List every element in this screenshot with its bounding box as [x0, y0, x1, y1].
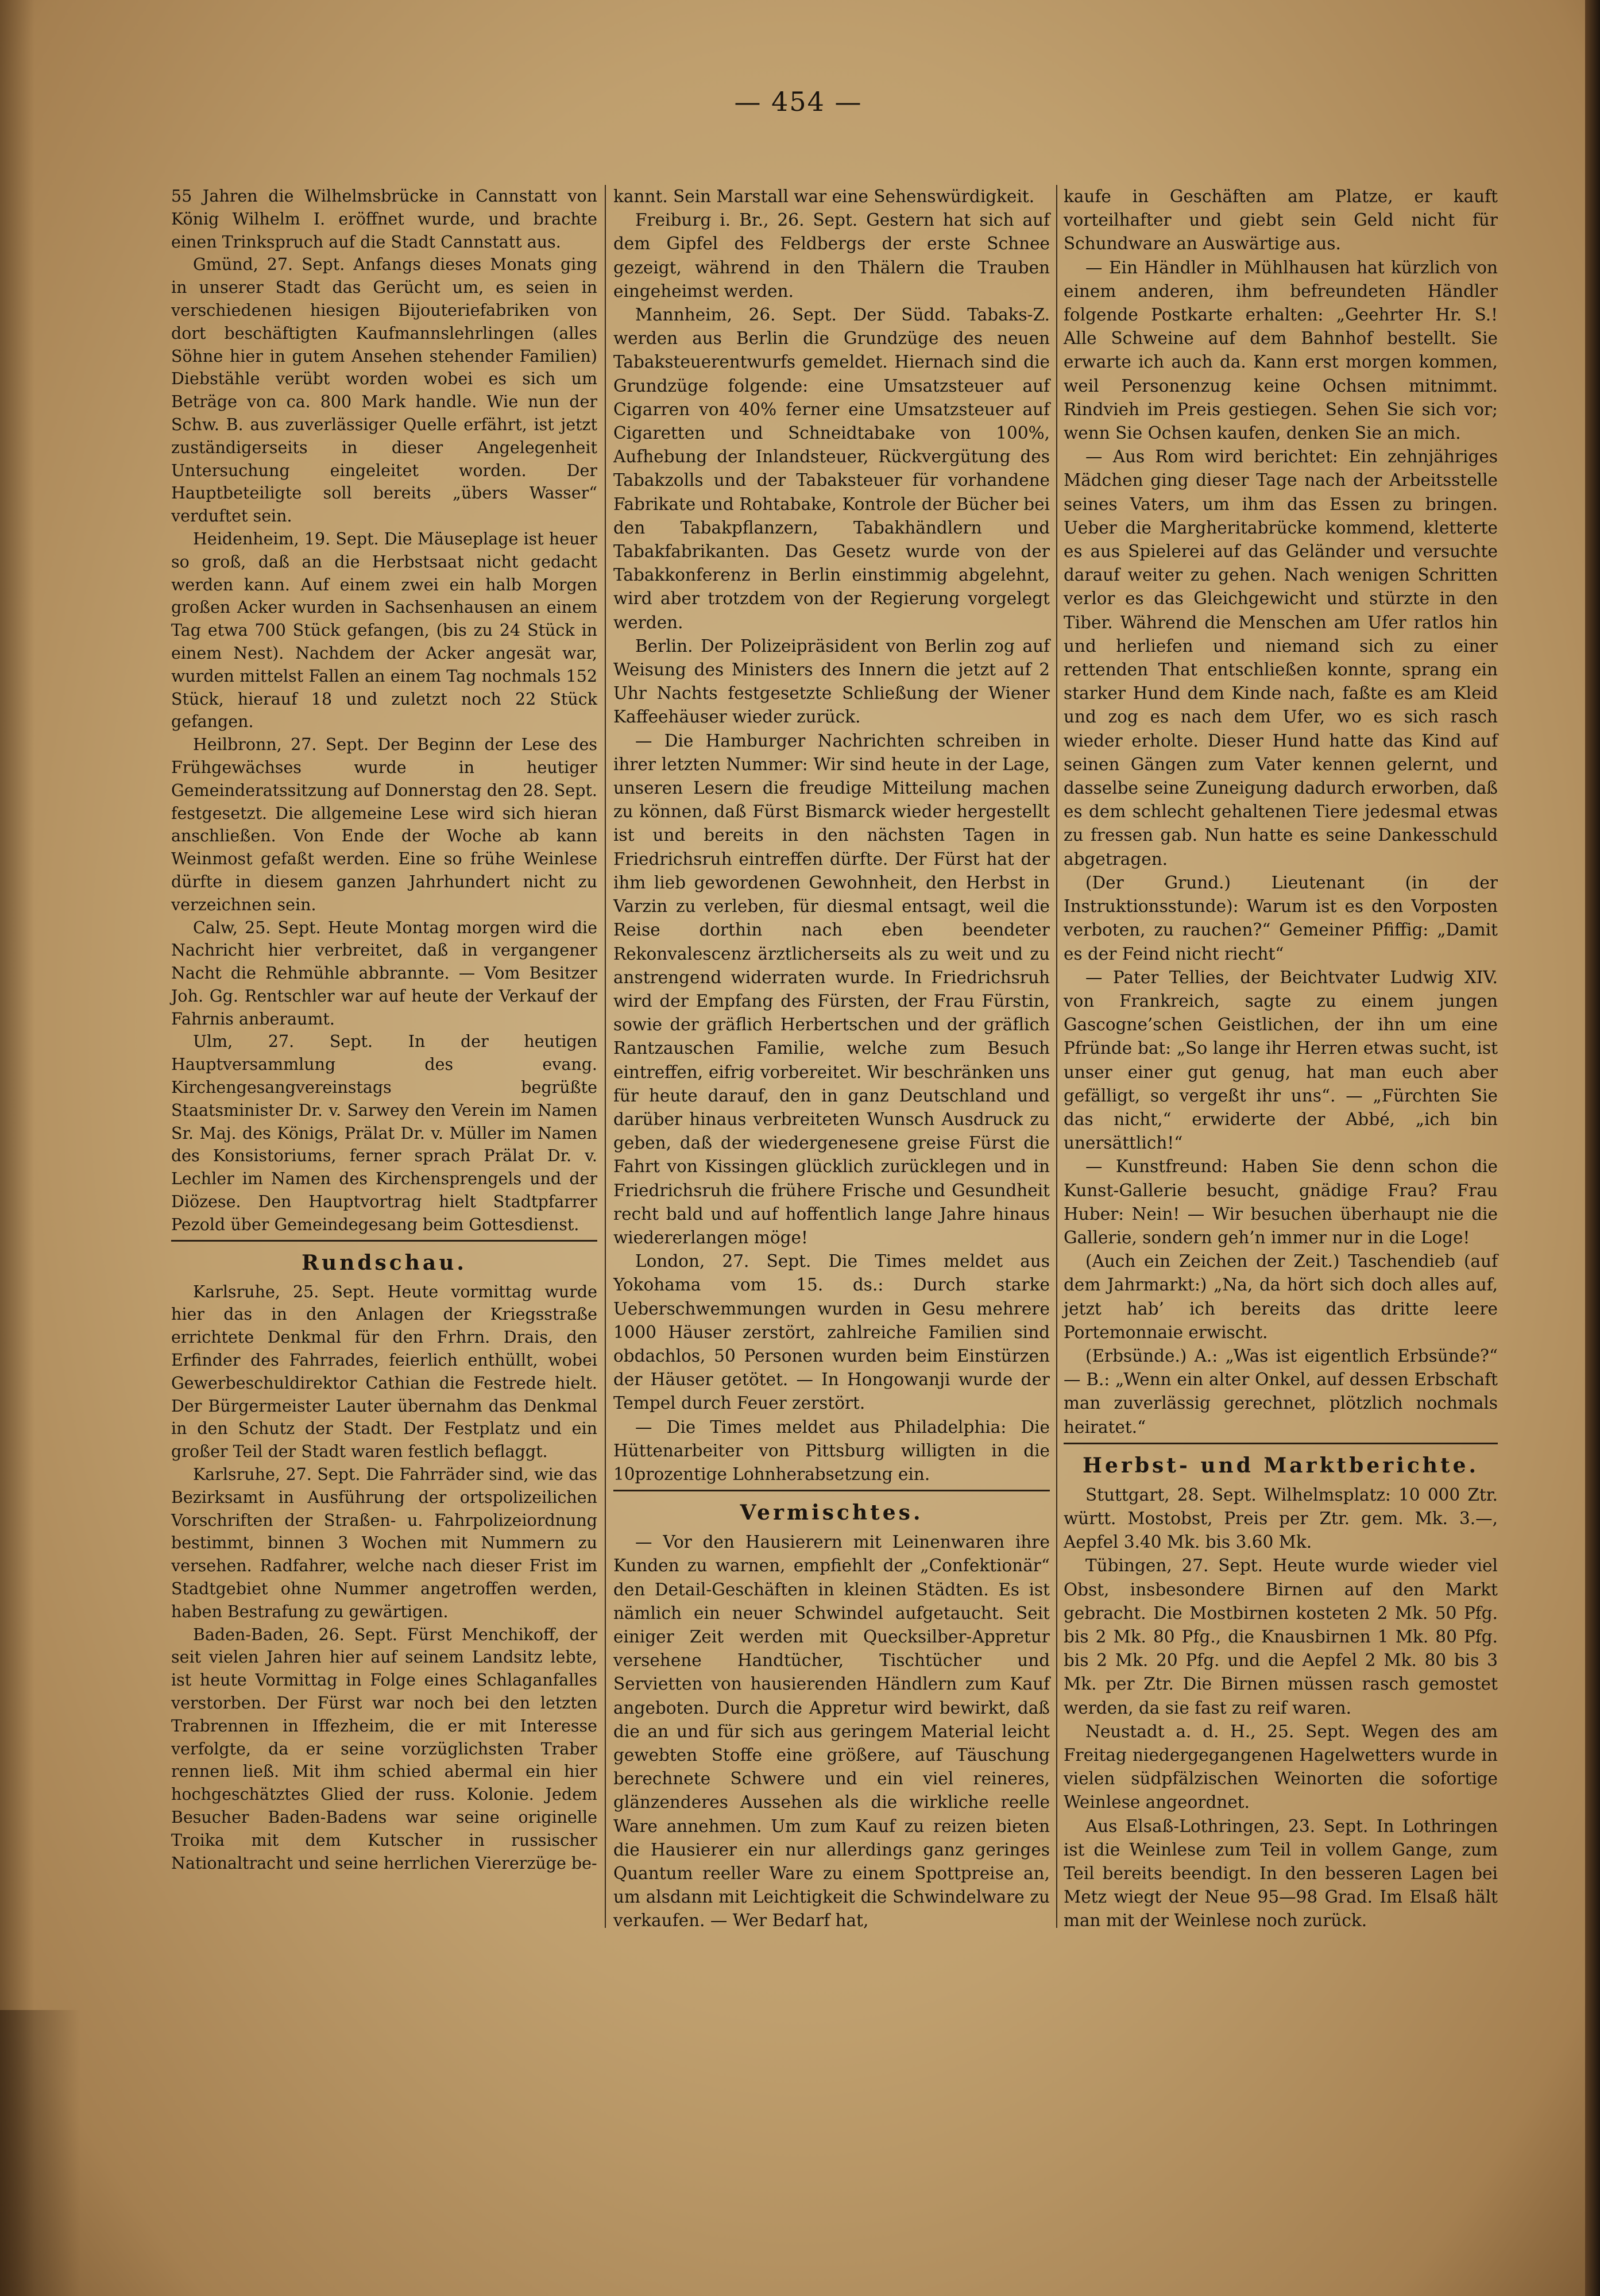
- paragraph: — Die Times meldet aus Philadelphia: Die Hüttenarbeiter von Pittsburg willigten in die 10prozentige Lohnherabsetzung ein.: [613, 1417, 1050, 1484]
- paragraph: (Der Grund.) Lieutenant (in der Instruktionsstunde): Warum ist es den Vorposten verboten, zu rauchen?“ Gemeiner Pfiffig: „Damit es der Feind nicht riecht“: [1064, 872, 1498, 964]
- paragraph: kannt. Sein Marstall war eine Sehenswürdigkeit.: [613, 187, 1035, 206]
- paragraph: (Erbsünde.) A.: „Was ist eigentlich Erbsünde?“ — B.: „Wenn ein alter Onkel, auf dessen Erbschaft man zuverlässig gerechnet, plötzlich nochmals heiratet.“: [1064, 1346, 1498, 1437]
- paragraph: — Vor den Hausierern mit Leinenwaren ihre Kunden zu warnen, empfiehlt der „Confektionär“ den Detail-Geschäften in kleinen Städten. Es ist nämlich ein neuer Schwindel aufgetaucht. Seit einiger Zeit werden mit Quecksilber-Appretur versehene Handtücher, Tischtücher und Servietten von hausierenden Händlern zum Kauf angeboten. Durch die Appretur wird bewirkt, daß die an und für sich aus geringem Material leicht gewebten Stoffe eine größere, auf Täuschung berechnete Schwere und ein viel reineres, glänzenderes Aussehen als die wirkliche reelle Ware annehmen. Um zum Kauf zu reizen bieten die Hausierer ein nur allerdings ganz geringes Quantum reeller Ware zu einem Spottpreise an, um alsdann mit Leichtigkeit die Schwindelware zu verkaufen. — Wer Bedarf hat,: [613, 1532, 1050, 1931]
- paragraph: Karlsruhe, 25. Sept. Heute vormittag wurde hier das in den Anlagen der Kriegsstraße errichtete Denkmal für den Frhrn. Drais, den Erfinder des Fahrrades, feierlich enthüllt, wobei Gewerbeschuldirektor Cathian die Festrede hielt. Der Bürgermeister Lauter übernahm das Denkmal in den Schutz der Stadt. Der Festplatz und ein großer Teil der Stadt waren festlich beflaggt.: [171, 1282, 597, 1462]
- page-edge-right: [1585, 0, 1600, 2296]
- paragraph: Heidenheim, 19. Sept. Die Mäuseplage ist heuer so groß, daß an die Herbstsaat nicht gedacht werden kann. Auf einem zwei ein halb Morgen großen Acker wurden in Sachsenhausen an einem Tag etwa 700 Stück gefangen, (bis zu 24 Stück in einem Nest). Nachdem der Acker angesät war, wurden mittelst Fallen an einem Tag nochmals 152 Stück, hierauf 18 und zuletzt noch 22 Stück gefangen.: [171, 529, 597, 732]
- paragraph: 55 Jahren die Wilhelmsbrücke in Cannstatt von König Wilhelm I. eröffnet wurde, und brachte einen Trinkspruch auf die Stadt Cannstatt aus.: [171, 187, 597, 252]
- paragraph: — Kunstfreund: Haben Sie denn schon die Kunst-Gallerie besucht, gnädige Frau? Frau Huber: Nein! — Wir besuchen überhaupt nie die Gallerie, sondern geh’n immer nur in die Loge!: [1064, 1157, 1498, 1247]
- section-heading-rundschau: Rundschau.: [302, 1250, 467, 1275]
- paragraph: — Aus Rom wird berichtet: Ein zehnjähriges Mädchen ging dieser Tage nach der Arbeitsstelle seines Vaters, um ihm das Essen zu bringen. Ueber die Margheritabrücke kommend, kletterte es aus Spielerei auf das Geländer und versuchte darauf weiter zu gehen. Nach wenigen Schritten verlor es das Gleichgewicht und stürzte in den Tiber. Während die Menschen am Ufer ratlos hin und herliefen und niemand sich zu einer rettenden That entschließen konnte, sprang ein starker Hund dem Kinde nach, faßte es am Kleid und zog es nach dem Ufer, wo es sich rasch wieder erholte. Dieser Hund hatte das Kind auf seinen Gängen zum Vater kennen gelernt, und dasselbe seine Zuneigung dadurch erworben, daß es dem schlecht gehaltenen Tiere jedesmal etwas zu fressen gab. Nun hatte es seine Dankesschuld abgetragen.: [1064, 447, 1498, 869]
- column-3: [1064, 185, 1498, 1933]
- paragraph: Berlin. Der Polizeipräsident von Berlin zog auf Weisung des Ministers des Innern die jetzt auf 2 Uhr Nachts festgesetzte Schließung der Wiener Kaffeehäuser wieder zurück.: [613, 636, 1050, 727]
- paragraph: Stuttgart, 28. Sept. Wilhelmsplatz: 10 000 Ztr. württ. Mostobst, Preis per Ztr. gem. Mk. 3.—, Aepfel 3.40 Mk. bis 3.60 Mk.: [1064, 1485, 1498, 1552]
- column-1: [171, 185, 597, 1874]
- page-number: — 454 —: [734, 86, 863, 117]
- paragraph: Karlsruhe, 27. Sept. Die Fahrräder sind, wie das Bezirksamt in Ausführung der ortspolizeilichen Vorschriften der Straßen- u. Fahrpolizeiordnung bestimmt, binnen 3 Wochen mit Nummern zu versehen. Radfahrer, welche nach dieser Frist im Stadtgebiet ohne Nummer angetroffen werden, haben Bestrafung zu gewärtigen.: [171, 1465, 597, 1621]
- column-divider: [605, 185, 606, 1928]
- section-heading-vermischtes: Vermischtes.: [740, 1501, 923, 1525]
- paragraph: Neustadt a. d. H., 25. Sept. Wegen des am Freitag niedergegangenen Hagelwetters wurde in vielen südpfälzischen Weinorten die sofortige Weinlese angeordnet.: [1064, 1721, 1498, 1812]
- section-rule: [613, 1490, 1050, 1491]
- paragraph: — Die Hamburger Nachrichten schreiben in ihrer letzten Nummer: Wir sind heute in der Lage, unseren Lesern die freudige Mitteilung machen zu können, daß Fürst Bismarck wieder hergestellt ist und bereits in den nächsten Tagen in Friedrichsruh eintreffen dürfte. Der Fürst hat der ihm lieb gewordenen Gewohnheit, den Herbst in Varzin zu verleben, für diesmal entsagt, weil die Reise dorthin nach eben beendeter Rekonvalescenz ärztlicherseits als zu weit und zu anstrengend widerraten wurde. In Friedrichsruh wird der Empfang des Fürsten, der Frau Fürstin, sowie der gräflich Herbertschen und der gräflich Rantzauschen Familie, welche zum Besuch eintreffen, eifrig vorbereitet. Wir beschränken uns für heute darauf, den in ganz Deutschland und darüber hinaus verbreiteten Wunsch Ausdruck zu geben, daß der wiedergenesene greise Fürst die Fahrt von Kissingen glücklich zurücklegen und in Friedrichsruh die frühere Frische und Gesundheit recht bald und auf hoffentlich lange Jahre hinaus wiedererlangen möge!: [613, 730, 1050, 1247]
- paragraph: Freiburg i. Br., 26. Sept. Gestern hat sich auf dem Gipfel des Feldbergs der erste Schnee gezeigt, während in den Thälern die Trauben eingeheimst werden.: [613, 210, 1050, 301]
- paragraph: Ulm, 27. Sept. In der heutigen Hauptversammlung des evang. Kirchengesangvereinstags begrüßte Staatsminister Dr. v. Sarwey den Verein im Namen Sr. Maj. des Königs, Prälat Dr. v. Müller im Namen des Konsistoriums, ferner sprach Prälat Dr. v. Lechler im Namen des Kirchensprengels und der Diözese. Den Hauptvortrag hielt Stadtpfarrer Pezold über Gemeindegesang beim Gottesdienst.: [171, 1032, 597, 1234]
- paragraph: Mannheim, 26. Sept. Der Südd. Tabaks-Z. werden aus Berlin die Grundzüge des neuen Tabaksteuerentwurfs gemeldet. Hiernach sind die Grundzüge folgende: eine Umsatzsteuer auf Cigarren von 40% ferner eine Umsatzsteuer auf Cigaretten und Schneidtabake von 100%, Aufhebung der Inlandsteuer, Rückvergütung des Tabakzolls und der Tabaksteuer für vorhandene Fabrikate und Rohtabake, Kontrole der Bücher bei den Tabakpflanzern, Tabakhändlern und Tabakfabrikanten. Das Gesetz wurde von der Tabakkonferenz in Berlin einstimmig abgelehnt, wird aber trotzdem von der Regierung vorgelegt werden.: [613, 305, 1050, 632]
- paragraph: (Auch ein Zeichen der Zeit.) Taschendieb (auf dem Jahrmarkt:) „Na, da hört sich doch alles auf, jetzt hab’ ich bereits das dritte leere Portemonnaie erwischt.: [1064, 1251, 1498, 1342]
- paragraph: Baden-Baden, 26. Sept. Fürst Menchikoff, der seit vielen Jahren hier auf seinem Landsitz lebte, ist heute Vormittag in Folge eines Schlaganfalles verstorben. Der Fürst war noch bei den letzten Trabrennen in Iffezheim, die er mit Interesse verfolgte, da er seine vorzüglichsten Traber rennen ließ. Mit ihm schied abermal ein hier hochgeschätztes Glied der russ. Kolonie. Jedem Besucher Baden-Badens war seine originelle Troika mit dem Kutscher in russischer Nationaltracht und seine herrlichen Viererzüge be-: [171, 1625, 597, 1873]
- section-rule: [171, 1240, 597, 1242]
- column-divider: [1056, 185, 1057, 1928]
- paragraph: Calw, 25. Sept. Heute Montag morgen wird die Nachricht hier verbreitet, daß in vergangener Nacht die Rehmühle abbrannte. — Vom Besitzer Joh. Gg. Rentschler war auf heute der Verkauf der Fahrnis anberaumt.: [171, 918, 597, 1029]
- paragraph: — Ein Händler in Mühlhausen hat kürzlich von einem anderen, ihm befreundeten Händler folgende Postkarte erhalten: „Geehrter Hr. S.! Alle Schweine auf dem Bahnhof bestellt. Sie erwarte ich auch da. Kann erst morgen kommen, weil Personenzug keine Ochsen mitnimmt. Rindvieh im Preis gestiegen. Sehen Sie sich vor; wenn Sie Ochsen kaufen, denken Sie an mich.: [1064, 257, 1498, 443]
- page-shadow-left: [0, 0, 34, 2296]
- paragraph: Aus Elsaß-Lothringen, 23. Sept. In Lothringen ist die Weinlese zum Teil in vollem Gange, zum Teil bereits beendigt. In den besseren Lagen bei Metz wiegt der Neue 95—98 Grad. Im Elsaß hält man mit der Weinlese noch zurück.: [1064, 1816, 1498, 1931]
- column-2: [613, 185, 1050, 1933]
- paragraph: London, 27. Sept. Die Times meldet aus Yokohama vom 15. ds.: Durch starke Ueberschwemmungen wurden in Gesu mehrere 1000 Häuser zerstört, zahlreiche Familien sind obdachlos, 50 Personen wurden beim Einstürzen der Häuser getötet. — In Hongowanji wurde der Tempel durch Feuer zerstört.: [613, 1251, 1050, 1413]
- paragraph: — Pater Tellies, der Beichtvater Ludwig XIV. von Frankreich, sagte zu einem jungen Gascogne’schen Geistlichen, der ihn um eine Pfründe bat: „So lange ihr Herren etwas sucht, ist unser einer gut genug, hat man euch aber gefälligt, so vergeßt ihr uns“. — „Fürchten Sie das nicht,“ erwiderte der Abbé, „ich bin unersättlich!“: [1064, 967, 1498, 1153]
- paragraph: kaufe in Geschäften am Platze, er kauft vorteilhafter und giebt sein Geld nicht für Schundware an Auswärtige aus.: [1064, 187, 1498, 254]
- paragraph: Gmünd, 27. Sept. Anfangs dieses Monats ging in unserer Stadt das Gerücht um, es seien in verschiedenen hiesigen Bijouteriefabriken von dort beschäftigten Kaufmannslehrlingen (alles Söhne hier in gutem Ansehen stehender Familien) Diebstähle verübt worden wobei es sich um Beträge von ca. 800 Mark handle. Wie nun der Schw. B. aus zuverlässiger Quelle erfährt, ist jetzt zuständigerseits in dieser Angelegenheit Untersuchung eingeleitet worden. Der Hauptbeteiligte soll bereits „übers Wasser“ verduftet sein.: [171, 255, 597, 526]
- page-stain: [0, 2010, 80, 2296]
- section-rule: [1064, 1443, 1498, 1444]
- paragraph: Heilbronn, 27. Sept. Der Beginn der Lese des Frühgewächses wurde in heutiger Gemeinderatssitzung auf Donnerstag den 28. Sept. festgesetzt. Die allgemeine Lese wird sich hieran anschließen. Von Ende der Woche ab kann Weinmost gefaßt werden. Eine so frühe Weinlese dürfte in diesem ganzen Jahrhundert nicht zu verzeichnen sein.: [171, 735, 597, 914]
- section-heading-herbst-marktberichte: Herbst- und Marktberichte.: [1082, 1453, 1479, 1478]
- paragraph: Tübingen, 27. Sept. Heute wurde wieder viel Obst, insbesondere Birnen auf den Markt gebracht. Die Mostbirnen kosteten 2 Mk. 50 Pfg. bis 2 Mk. 80 Pfg., die Knausbirnen 1 Mk. 80 Pfg. bis 2 Mk. 20 Pfg. und die Aepfel 2 Mk. 80 bis 3 Mk. per Ztr. Die Birnen müssen rasch gemostet werden, da sie fast zu reif waren.: [1064, 1556, 1498, 1718]
